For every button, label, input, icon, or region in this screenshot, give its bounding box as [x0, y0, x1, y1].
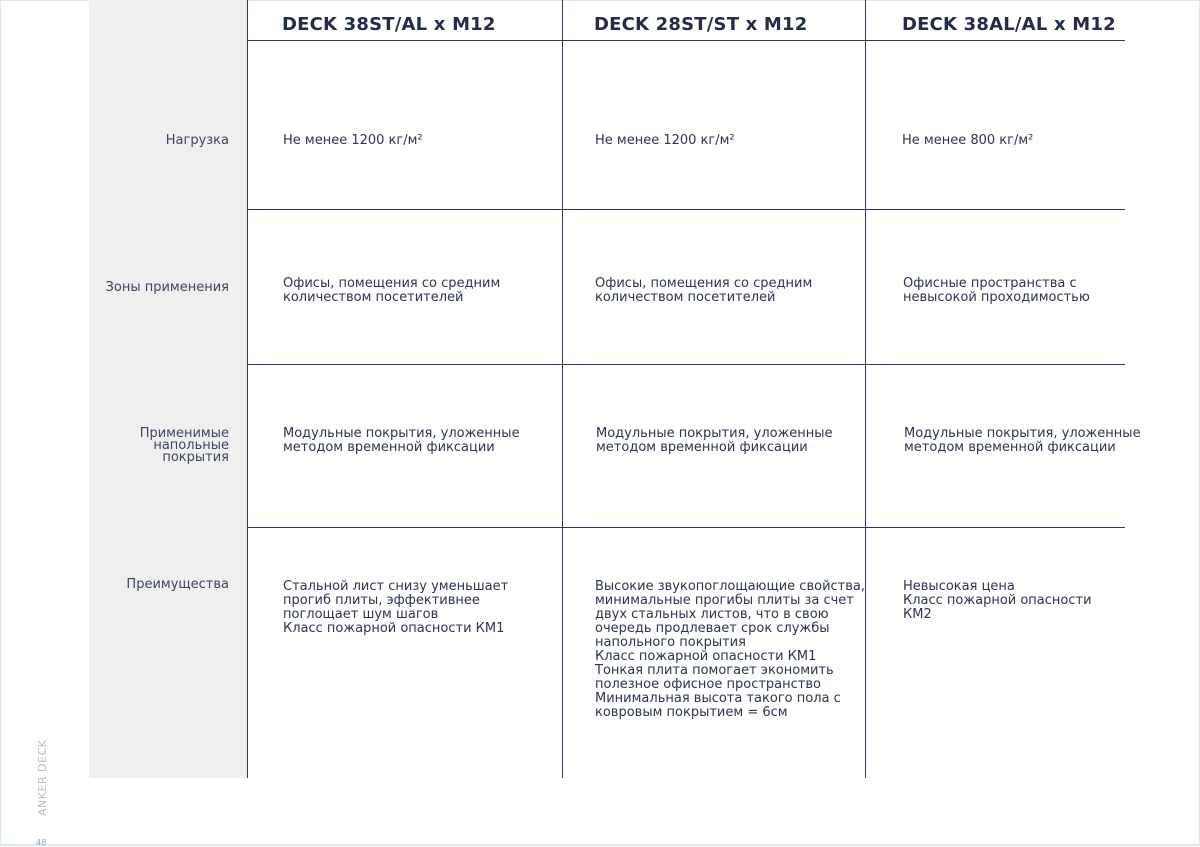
cell-coverings-38st-al: Модульные покрытия, уложенные методом временной фиксации — [283, 426, 520, 455]
cell-coverings-28st-st: Модульные покрытия, уложенные методом временной фиксации — [596, 426, 833, 455]
grid-horizontal-line — [247, 527, 1125, 528]
cell-load-28st-st: Не менее 1200 кг/м² — [595, 133, 735, 148]
row-label-application-zones: Зоны применения — [105, 280, 229, 295]
cell-advantages-28st-st: Высокие звукопоглощающие свойства, минимальные прогибы плиты за счет двух стальных листов, что в свою очередь продлевает срок службы напольного покрытия Класс пожарной опасности КМ1 Тонкая плита помогает экономить полезное офисное пространство Минимальная высота такого пола с ковровым покрытием = 6см — [595, 579, 866, 720]
cell-load-38st-al: Не менее 1200 кг/м² — [283, 133, 423, 148]
cell-load-38al-al: Не менее 800 кг/м² — [902, 133, 1034, 148]
row-label-advantages: Преимущества — [126, 577, 229, 592]
cell-advantages-38al-al: Невысокая цена Класс пожарной опасности КМ2 — [903, 579, 1092, 622]
row-label-column — [89, 0, 247, 778]
cell-coverings-38al-al: Модульные покрытия, уложенные методом временной фиксации — [904, 426, 1141, 455]
row-label-load: Нагрузка — [165, 133, 229, 148]
cell-zones-38st-al: Офисы, помещения со средним количеством посетителей — [283, 276, 501, 305]
page-number: 48 — [36, 838, 47, 847]
cell-zones-28st-st: Офисы, помещения со средним количеством посетителей — [595, 276, 813, 305]
column-header: DECK 38ST/AL x M12 — [282, 14, 496, 35]
column-header: DECK 28ST/ST x M12 — [594, 14, 808, 35]
row-label-floor-coverings: Применимые напольные покрытия — [139, 426, 229, 465]
cell-advantages-38st-al: Стальной лист снизу уменьшает прогиб плиты, эффективнее поглощает шум шагов Класс пожарной опасности КМ1 — [283, 579, 509, 636]
grid-vertical-line — [865, 0, 866, 778]
grid-horizontal-line — [247, 364, 1125, 365]
grid-horizontal-line — [247, 209, 1125, 210]
cell-zones-38al-al: Офисные пространства с невысокой проходимостью — [903, 276, 1090, 305]
grid-vertical-line — [562, 0, 563, 778]
column-header: DECK 38AL/AL x M12 — [902, 14, 1116, 35]
grid-horizontal-line — [247, 40, 1125, 41]
grid-vertical-line — [247, 0, 248, 778]
side-brand-label: ANKER DECK — [36, 739, 49, 816]
